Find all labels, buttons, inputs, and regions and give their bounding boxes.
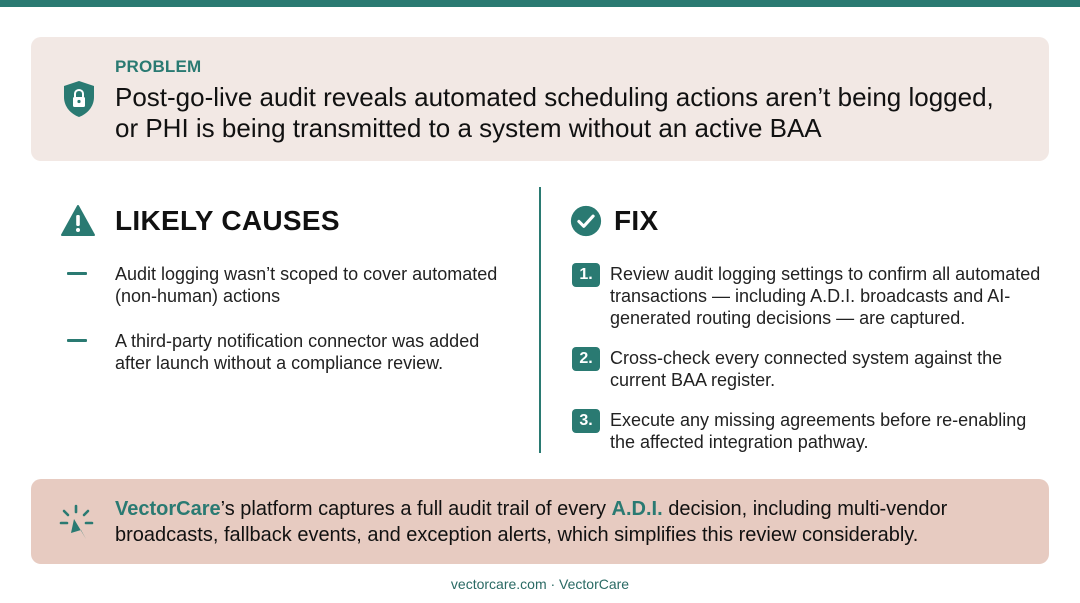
cause-item [60, 330, 500, 374]
callout-text [115, 496, 1025, 548]
cause-text: Audit logging wasn’t scoped to cover automated (non-human) actions [115, 264, 498, 306]
step-number-badge: 2. [572, 347, 600, 371]
fix-step-text: Execute any missing agreements before re-enabling the affected integration pathway. [610, 410, 1027, 452]
problem-label: PROBLEM [115, 57, 202, 76]
cause-text: A third-party notification connector was added after launch without a compliance review. [115, 331, 480, 373]
step-number-badge: 1. [572, 263, 600, 287]
fix-step [570, 409, 1050, 453]
likely-causes-section [60, 200, 500, 374]
fix-title: FIX [614, 205, 659, 236]
shield-lock-icon [62, 80, 96, 118]
fix-step-text: Cross-check every connected system against the current BAA register. [610, 348, 1003, 390]
likely-causes-title: LIKELY CAUSES [115, 205, 340, 236]
fix-step [570, 347, 1050, 391]
check-circle-icon [570, 205, 602, 237]
warning-icon [60, 203, 96, 239]
dash-bullet [67, 272, 87, 275]
fix-step [570, 263, 1050, 329]
cause-item [60, 263, 500, 307]
adi-term: A.D.I. [611, 498, 663, 520]
step-number-badge: 3. [572, 409, 600, 433]
cursor-click-icon [59, 503, 97, 541]
brand-name: VectorCare [115, 498, 221, 520]
fix-section [570, 200, 1050, 453]
footer-credit: vectorcare.com · VectorCare [450, 576, 630, 592]
dash-bullet [67, 339, 87, 342]
callout-text-part: ’s platform captures a full audit trail of every [220, 498, 612, 520]
problem-panel [31, 37, 1049, 161]
column-divider [539, 187, 541, 453]
callout-text-part: decision, including multi-vendor broadcasts, fallback events, and exception alerts, which simplifies this review considerably. [115, 498, 948, 546]
problem-statement: Post-go-live audit reveals automated scheduling actions aren’t being logged, or PHI is being transmitted to a system without an active BAA [115, 82, 994, 143]
top-accent-bar [0, 0, 1080, 7]
fix-step-text: Review audit logging settings to confirm all automated transactions — including A.D.I. broadcasts and AI-generated routing decisions — are captured. [610, 264, 1041, 328]
vectorcare-callout [31, 479, 1049, 564]
